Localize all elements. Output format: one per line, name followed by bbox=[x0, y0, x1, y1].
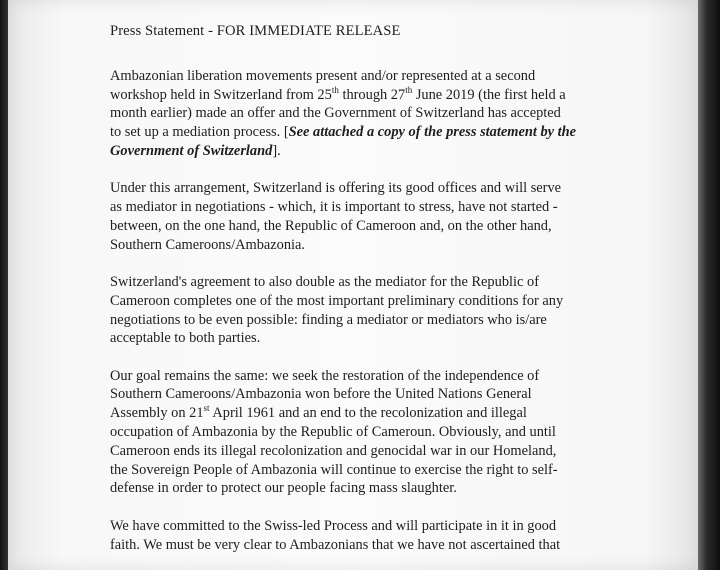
paragraph-1-line-5 bbox=[110, 142, 622, 161]
paragraph-3-line-1: Switzerland's agreement to also double as the mediator for the Republic of bbox=[110, 273, 539, 290]
paragraph-5-line-2: faith. We must be very clear to Ambazonians that we have not ascertained that bbox=[110, 536, 561, 553]
press-statement-body bbox=[110, 22, 622, 570]
right-shadow-edge bbox=[698, 0, 720, 570]
paragraph-5-line-1: We have committed to the Swiss-led Process and will participate in it in good bbox=[110, 517, 557, 534]
paragraph-2-line-4: Southern Cameroons/Ambazonia. bbox=[110, 236, 306, 253]
emphasis-text: Government of Switzerland bbox=[110, 142, 273, 159]
paragraph-4-line-4: occupation of Ambazonia by the Republic of Cameroun. Obviously, and until bbox=[110, 424, 556, 441]
paragraph-2-line-1: Under this arrangement, Switzerland is offering its good offices and will serve bbox=[110, 180, 562, 197]
paragraph-1-line-3: month earlier) made an offer and the Government of Switzerland has accepted bbox=[110, 105, 561, 122]
text-segment: to set up a mediation process. [ bbox=[110, 124, 289, 141]
text-segment: Assembly on 21 bbox=[110, 405, 204, 422]
paragraph-4-line-3 bbox=[110, 404, 622, 423]
text-segment: workshop held in Switzerland from 25 bbox=[110, 86, 332, 103]
document-heading: Press Statement - FOR IMMEDIATE RELEASE bbox=[110, 23, 401, 39]
ordinal-suffix: st bbox=[203, 403, 210, 414]
paragraph-4-line-5: Cameroon ends its illegal recolonization and genocidal war in our Homeland, bbox=[110, 442, 557, 459]
paragraph-2-line-2: as mediator in negotiations - which, it is important to stress, have not started - bbox=[110, 199, 558, 216]
paragraph-1 bbox=[110, 67, 622, 161]
text-segment: through 27 bbox=[338, 86, 406, 103]
paragraph-4 bbox=[110, 367, 622, 499]
paragraph-2 bbox=[110, 179, 622, 254]
emphasis-text: See attached a copy of the press statement by the bbox=[288, 124, 577, 141]
paragraph-3-line-3: negotiations to be even possible: finding a mediator or mediators who is/are bbox=[110, 311, 547, 328]
paragraph-3-line-2: Cameroon completes one of the most important preliminary conditions for any bbox=[110, 292, 564, 309]
paragraph-3-line-4: acceptable to both parties. bbox=[110, 330, 261, 347]
text-segment: ]. bbox=[272, 142, 281, 159]
paragraph-3 bbox=[110, 273, 622, 348]
text-segment: June 2019 (the first held a bbox=[412, 86, 566, 103]
paragraph-4-line-2: Southern Cameroons/Ambazonia won before the United Nations General bbox=[110, 386, 532, 403]
paragraph-5 bbox=[110, 517, 622, 555]
paragraph-4-line-6: the Sovereign People of Ambazonia will continue to exercise the right to self- bbox=[110, 461, 558, 478]
paragraph-2-line-3: between, on the one hand, the Republic of Cameroon and, on the other hand, bbox=[110, 217, 552, 234]
paragraph-1-line-4 bbox=[110, 123, 622, 142]
paragraph-4-line-1: Our goal remains the same: we seek the restoration of the independence of bbox=[110, 367, 540, 384]
text-segment: April 1961 and an end to the recolonization and illegal bbox=[209, 405, 527, 422]
ordinal-suffix: th bbox=[331, 84, 339, 95]
paragraph-4-line-7: defense in order to protect our people facing mass slaughter. bbox=[110, 480, 457, 497]
ordinal-suffix: th bbox=[405, 84, 413, 95]
paragraph-1-line-2 bbox=[110, 86, 622, 105]
paragraph-1-line-1: Ambazonian liberation movements present and/or represented at a second bbox=[110, 67, 536, 84]
paper-sheet bbox=[8, 0, 700, 570]
